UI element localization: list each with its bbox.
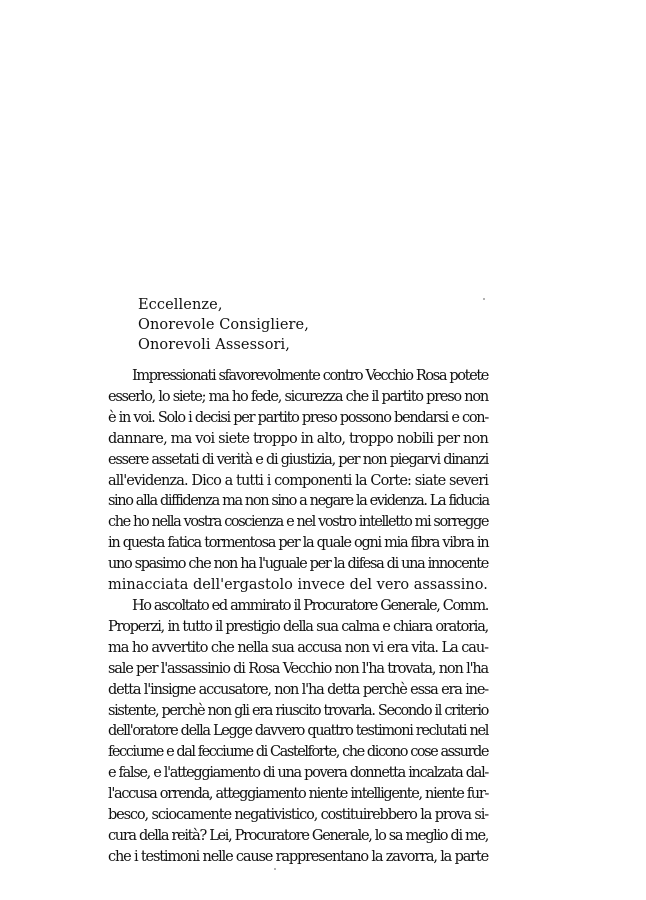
text-line: è in voi. Solo i decisi per partito preso possono bendarsi e con-	[108, 409, 488, 426]
salutation	[138, 295, 309, 355]
text-line: uno spasimo che non ha l'uguale per la difesa di una innocente	[108, 556, 488, 573]
text-line: che ho nella vostra coscienza e nel vostro intelletto mi sorregge	[108, 514, 489, 531]
text-line: Properzi, in tutto il prestigio della sua calma e chiara oratoria,	[108, 618, 489, 635]
body-text	[108, 366, 488, 868]
text-line: l'accusa orrenda, atteggiamento niente intelligente, niente fur-	[108, 786, 489, 803]
text-line: sistente, perchè non gli era riuscito trovarla. Secondo il criterio	[108, 702, 489, 719]
text-line: all'evidenza. Dico a tutti i componenti la Corte: siate severi	[108, 472, 488, 489]
text-line: che i testimoni nelle cause rappresentano la zavorra, la parte	[108, 848, 488, 865]
text-line: in questa fatica tormentosa per la quale ogni mia fibra vibra in	[108, 535, 489, 552]
text-line: sale per l'assassinio di Rosa Vecchio non l'ha trovata, non l'ha	[108, 660, 489, 677]
text-line: fecciume e dal fecciume di Castelforte, che dicono cose assurde	[108, 744, 488, 761]
scan-speck	[274, 868, 276, 870]
text-line: esserlo, lo siete; ma ho fede, sicurezza che il partito preso non	[108, 388, 488, 405]
text-line: e false, e l'atteggiamento di una povera donnetta incalzata dal-	[108, 765, 488, 782]
text-line: essere assetati di verità e di giustizia, per non piegarvi dinanzi	[108, 451, 489, 468]
text-line: dannare, ma voi siete troppo in alto, troppo nobili per non	[108, 430, 488, 447]
text-line: cura della reità? Lei, Procuratore Generale, lo sa meglio di me,	[108, 827, 489, 844]
text-line: Impressionati sfavorevolmente contro Vecchio Rosa potete	[132, 368, 489, 384]
text-line: besco, sciocamente negativistico, costituirebbero la prova si-	[108, 807, 488, 824]
text-line: Ho ascoltato ed ammirato il Procuratore Generale, Comm.	[132, 597, 488, 614]
text-line: ma ho avvertito che nella sua accusa non vi era vita. La cau-	[108, 639, 488, 656]
salutation-line: Onorevole Consigliere,	[138, 317, 309, 333]
text-line: dell'oratore della Legge davvero quattro testimoni reclutati nel	[108, 723, 489, 740]
scan-speck	[483, 298, 485, 300]
text-line: minacciata dell'ergastolo invece del vero assassino.	[108, 577, 488, 594]
paragraph-2	[108, 596, 488, 868]
salutation-line: Eccellenze,	[138, 297, 223, 313]
text-line: detta l'insigne accusatore, non l'ha detta perchè essa era ine-	[108, 681, 488, 698]
text-line: sino alla diffidenza ma non sino a negare la evidenza. La fiducia	[108, 493, 489, 510]
paragraph-1	[108, 366, 488, 596]
salutation-line: Onorevoli Assessori,	[138, 337, 290, 353]
